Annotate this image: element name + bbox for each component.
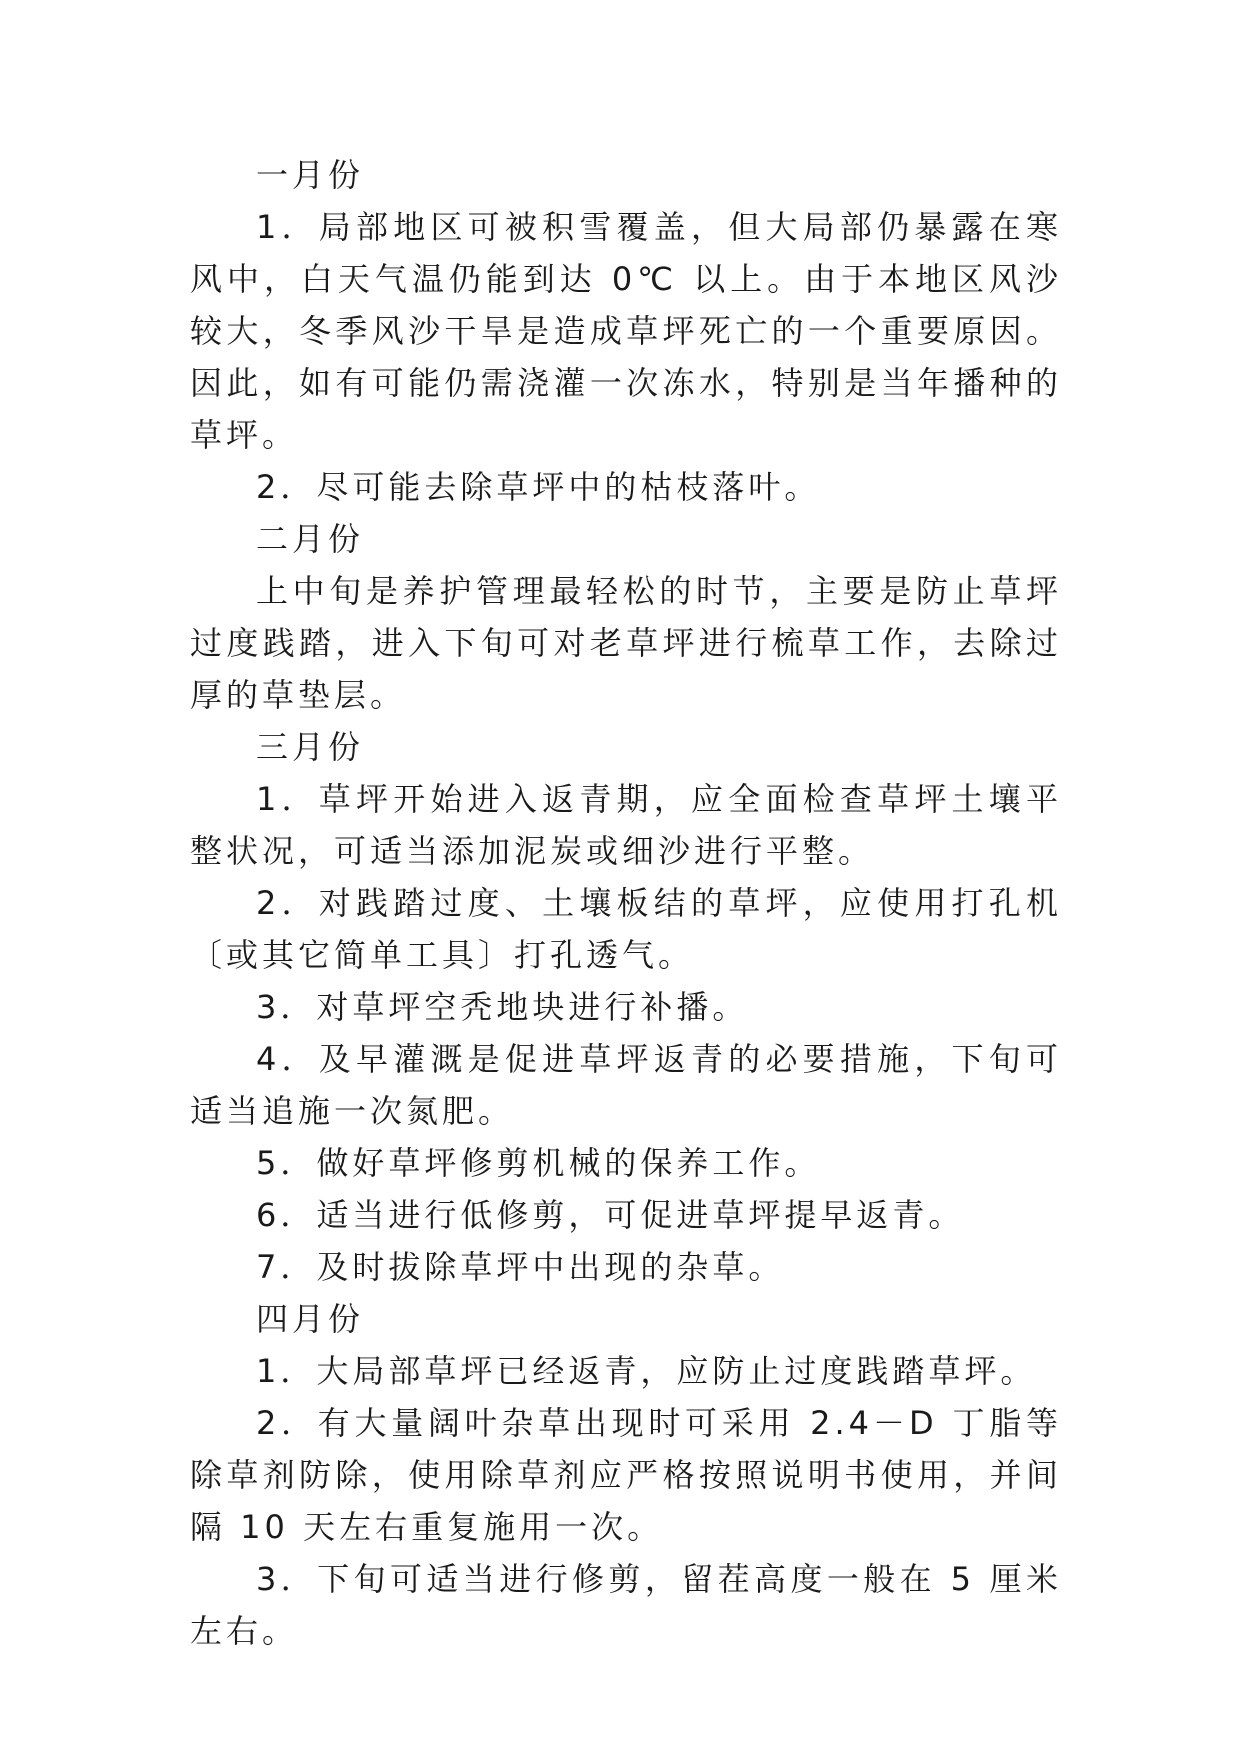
paragraph: 1．草坪开始进入返青期，应全面检查草坪土壤平整状况，可适当添加泥炭或细沙进行平整。: [190, 780, 1062, 870]
month-heading-february: 二月份: [256, 520, 365, 558]
month-heading-january: 一月份: [256, 156, 365, 194]
paragraph: 2．对践踏过度、土壤板结的草坪，应使用打孔机〔或其它简单工具〕打孔透气。: [190, 884, 1062, 974]
paragraph: 2．有大量阔叶杂草出现时可采用 2.4－D 丁脂等除草剂防除，使用除草剂应严格按照说明书使用，并间隔 10 天左右重复施用一次。: [190, 1404, 1062, 1546]
paragraph: 3．下旬可适当进行修剪，留茬高度一般在 5 厘米左右。: [190, 1560, 1062, 1650]
paragraph: 上中旬是养护管理最轻松的时节，主要是防止草坪过度践踏，进入下旬可对老草坪进行梳草工作，去除过厚的草垫层。: [190, 572, 1062, 714]
month-heading-april: 四月份: [256, 1300, 365, 1338]
paragraph: 4．及早灌溉是促进草坪返青的必要措施，下旬可适当追施一次氮肥。: [190, 1040, 1062, 1130]
document-body: [190, 149, 1062, 1657]
paragraph: 3．对草坪空秃地块进行补播。: [256, 988, 749, 1026]
paragraph: 1．局部地区可被积雪覆盖，但大局部仍暴露在寒风中，白天气温仍能到达 0℃ 以上。由于本地区风沙较大，冬季风沙干旱是造成草坪死亡的一个重要原因。因此，如有可能仍需浇灌一次冻水，特别是当年播种的草坪。: [190, 208, 1062, 454]
paragraph: 1．大局部草坪已经返青，应防止过度践踏草坪。: [256, 1352, 1037, 1390]
paragraph: 5．做好草坪修剪机械的保养工作。: [256, 1144, 821, 1182]
paragraph: 7．及时拔除草坪中出现的杂草。: [256, 1248, 785, 1286]
paragraph: 2．尽可能去除草坪中的枯枝落叶。: [256, 468, 821, 506]
paragraph: 6．适当进行低修剪，可促进草坪提早返青。: [256, 1196, 965, 1234]
month-heading-march: 三月份: [256, 728, 365, 766]
